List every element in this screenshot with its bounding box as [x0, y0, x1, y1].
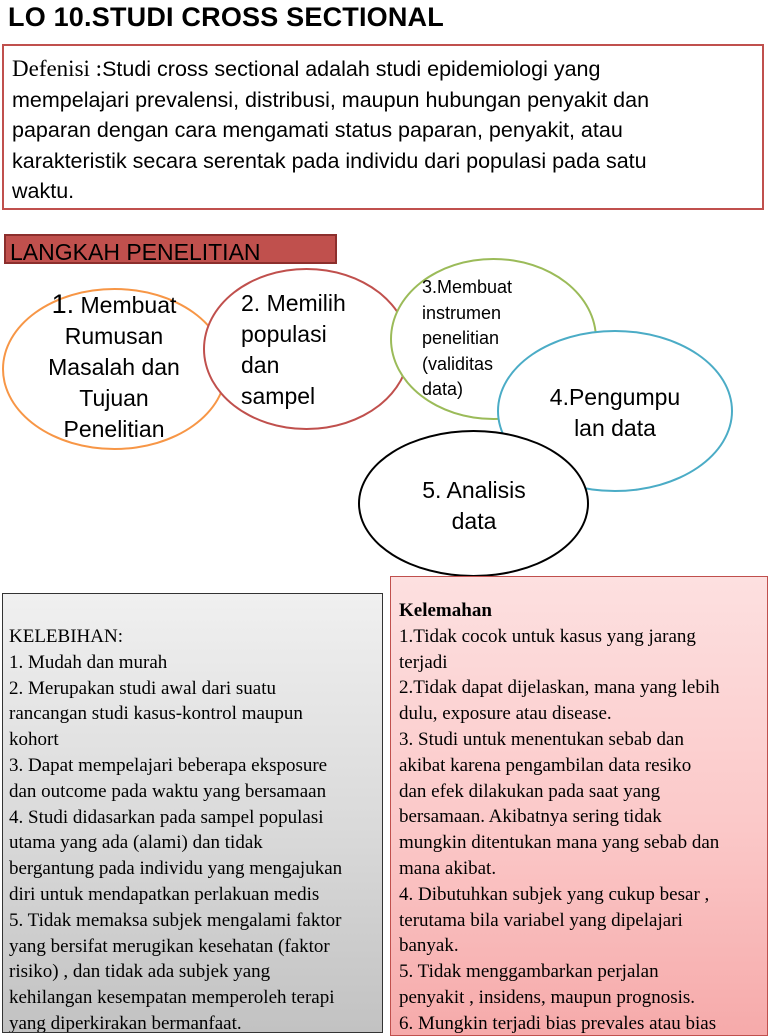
- page-title: LO 10.STUDI CROSS SECTIONAL: [8, 2, 444, 32]
- definition-line: paparan dengan cara mengamati status paparan, penyakit, atau: [12, 118, 623, 142]
- step-5-line: data: [451, 508, 497, 534]
- kelebihan-box: [2, 593, 383, 1033]
- kelemahan-line: mungkin ditentukan mana yang sebab dan: [399, 832, 720, 854]
- step-1-line: Rumusan: [64, 323, 164, 349]
- step-2-line: dan: [241, 352, 280, 378]
- kelebihan-line: 4. Studi didasarkan pada sampel populasi: [9, 806, 324, 828]
- step-2-line: populasi: [241, 321, 327, 347]
- step-1-line: Penelitian: [63, 416, 165, 442]
- kelemahan-line: mana akibat.: [399, 857, 497, 879]
- kelebihan-line: dan outcome pada waktu yang bersamaan: [9, 780, 327, 802]
- langkah-penelitian-header: LANGKAH PENELITIAN: [4, 234, 337, 264]
- step-4-line: 4.Pengumpu: [549, 384, 681, 410]
- definition-lead: Defenisi :: [12, 56, 103, 81]
- step-3-line: (validitas: [422, 353, 494, 374]
- kelemahan-line: 4. Dibutuhkan subjek yang cukup besar ,: [399, 883, 710, 905]
- definition-line: Studi cross sectional adalah studi epidemiologi yang: [102, 57, 601, 81]
- kelebihan-line: KELEBIHAN:: [9, 626, 123, 647]
- step-1-line: Membuat: [74, 292, 177, 318]
- kelebihan-line: 5. Tidak memaksa subjek mengalami faktor: [9, 909, 342, 931]
- kelemahan-line: akibat karena pengambilan data resiko: [399, 754, 692, 776]
- kelemahan-line: penyakit , insidens, maupun prognosis.: [399, 986, 696, 1008]
- kelemahan-line: dulu, exposure atau disease.: [399, 703, 612, 725]
- step-2-line: sampel: [241, 383, 316, 409]
- kelebihan-line: yang diperkirakan bermanfaat.: [9, 1012, 242, 1033]
- step-4-line: lan data: [574, 415, 656, 441]
- kelebihan-line: kohort: [9, 729, 59, 751]
- kelebihan-line: 3. Dapat mempelajari beberapa eksposure: [9, 754, 328, 776]
- step-3-line: penelitian: [422, 328, 500, 348]
- definition-line: karakteristik secara serentak pada individu dari populasi pada satu: [12, 148, 647, 173]
- step-1-line: Tujuan: [79, 385, 149, 411]
- step-2-text: [241, 288, 346, 412]
- kelebihan-line: risiko) , dan tidak ada subjek yang: [9, 961, 271, 983]
- step-4-text: [520, 382, 710, 444]
- kelemahan-line: bersamaan. Akibatnya sering tidak: [399, 806, 662, 828]
- definition-line: waktu.: [12, 179, 75, 203]
- kelemahan-line: 6. Mungkin terjadi bias prevales atau bias: [399, 1012, 717, 1034]
- step-3-line: instrumen: [422, 302, 502, 323]
- kelebihan-line: 1. Mudah dan murah: [9, 651, 168, 673]
- kelebihan-line: bergantung pada individu yang mengajukan: [9, 858, 343, 880]
- kelemahan-line: terjadi: [399, 651, 448, 673]
- kelebihan-line: rancangan studi kasus-kontrol maupun: [9, 703, 303, 725]
- kelemahan-line: banyak.: [399, 935, 459, 957]
- kelemahan-line: terutama bila variabel yang dipelajari: [399, 909, 683, 931]
- kelebihan-line: kehilangan kesempatan memperoleh terapi: [9, 987, 335, 1009]
- step-1-number: 1.: [51, 289, 75, 319]
- step-3-text: [422, 275, 512, 403]
- step-3-line: data): [422, 379, 464, 399]
- kelebihan-line: diri untuk mendapatkan perlakuan medis: [9, 883, 320, 905]
- definition-box: [2, 44, 764, 210]
- step-5-line: 5. Analisis: [422, 477, 526, 503]
- step-2-line: 2. Memilih: [241, 290, 346, 316]
- kelebihan-line: 2. Merupakan studi awal dari suatu: [9, 677, 276, 699]
- kelemahan-line: 1.Tidak cocok untuk kasus yang jarang: [399, 625, 696, 647]
- kelemahan-box: [390, 576, 768, 1036]
- kelebihan-line: utama yang ada (alami) dan tidak: [9, 832, 263, 854]
- kelemahan-heading: Kelemahan: [399, 600, 492, 621]
- kelemahan-line: 5. Tidak menggambarkan perjalan: [399, 961, 659, 983]
- kelebihan-line: yang bersifat merugikan kesehatan (faktor: [9, 935, 330, 957]
- step-1-text: [18, 289, 210, 445]
- kelemahan-line: 2.Tidak dapat dijelaskan, mana yang lebih: [399, 677, 720, 699]
- kelemahan-line: 3. Studi untuk menentukan sebab dan: [399, 728, 684, 750]
- step-5-text: [380, 475, 568, 537]
- definition-line: mempelajari prevalensi, distribusi, maupun hubungan penyakit dan: [12, 87, 650, 112]
- step-3-line: 3.Membuat: [422, 277, 513, 297]
- step-1-line: Masalah dan: [48, 354, 180, 380]
- kelemahan-line: dan efek dilakukan pada saat yang: [399, 780, 661, 802]
